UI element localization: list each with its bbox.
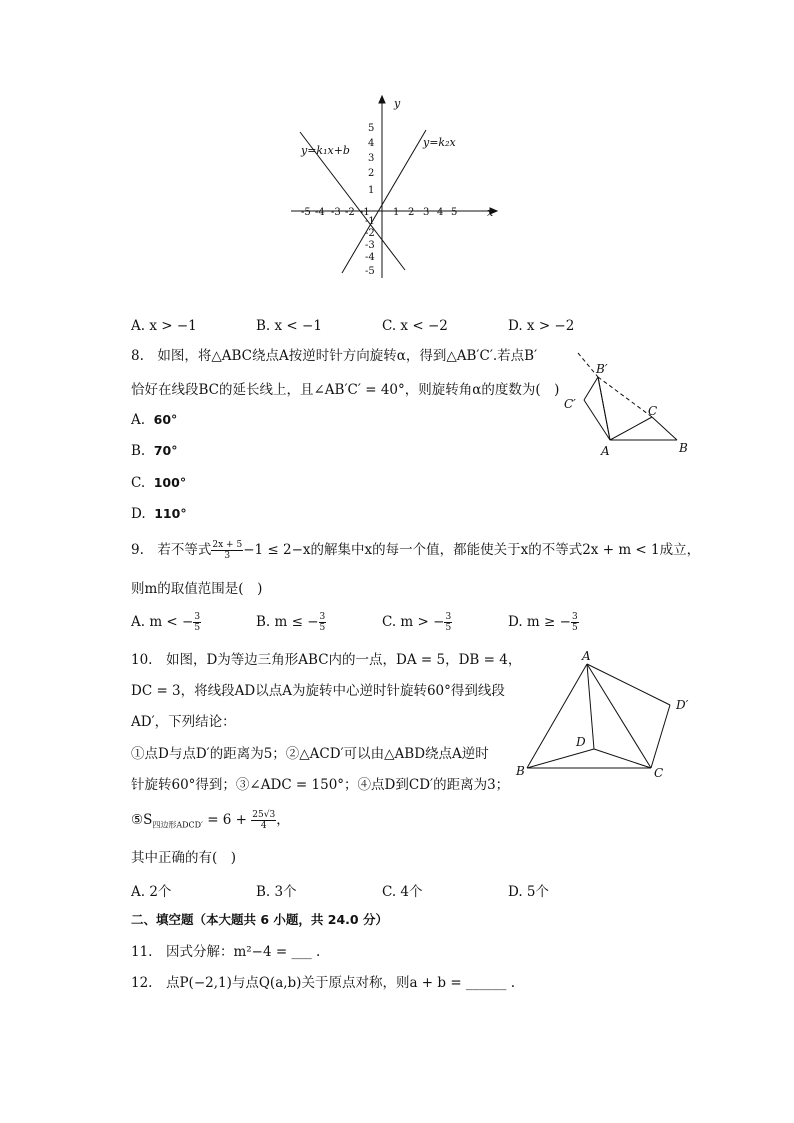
svg-text:2: 2 xyxy=(368,168,375,179)
q10-stem-line4: ①点D与点D′的距离为5；②△ACD′可以由△ABD绕点A逆时 xyxy=(131,746,489,762)
q10-stem-line7: 其中正确的有( ) xyxy=(131,850,237,866)
q9-option-d[interactable]: D. m ≥ − $\frac{3}{5}$ xyxy=(508,612,578,633)
q8-option-a[interactable]: A. 60° xyxy=(131,412,178,428)
q10-label-a: A xyxy=(582,649,591,663)
line2-label: y=k₂x xyxy=(423,136,456,149)
q10-stem-line5: 针旋转60°得到；③∠ADC = 150°；④点D到CD′的距离为3； xyxy=(131,777,510,793)
svg-text:-2: -2 xyxy=(345,207,355,218)
svg-text:-4: -4 xyxy=(315,207,325,218)
svg-text:-3: -3 xyxy=(331,207,341,218)
q10-label-b: B xyxy=(516,764,525,778)
q8-label-b-prime: B′ xyxy=(596,362,608,376)
q8-label-c-prime: C′ xyxy=(564,397,576,411)
q7-option-a[interactable]: A. x > −1 xyxy=(131,318,197,334)
q12-stem: 12. 点P(−2,1)与点Q(a,b)关于原点对称，则a + b = ______ . xyxy=(131,975,516,991)
q8-stem-line1: 8. 如图，将△ABC绕点A按逆时针方向旋转α，得到△AB′C′.若点B′ xyxy=(131,348,538,364)
svg-text:5: 5 xyxy=(368,123,375,134)
q10-label-c: C xyxy=(654,766,664,780)
q10-option-c[interactable]: C. 4个 xyxy=(382,884,423,900)
q9-stem-line1: 9. 若不等式 $\frac{2x + 5}{3}$ −1 ≤ 2−x的解集中x的每一个值，都能使关于x的不等式2x + m < 1成立， xyxy=(131,540,701,561)
q8-label-c: C xyxy=(648,404,658,418)
q8-figure xyxy=(558,345,698,460)
q8-option-c[interactable]: C. 100° xyxy=(131,475,187,491)
svg-text:4: 4 xyxy=(437,207,444,218)
svg-text:4: 4 xyxy=(368,138,375,149)
q10-label-d-prime: D′ xyxy=(676,698,689,712)
q7-option-d[interactable]: D. x > −2 xyxy=(508,318,575,334)
q10-stem-line1: 10. 如图，D为等边三角形ABC内的一点，DA = 5，DB = 4， xyxy=(131,652,522,668)
svg-text:-1: -1 xyxy=(365,216,375,227)
q8-option-d[interactable]: D. 110° xyxy=(131,506,187,522)
q11-stem: 11. 因式分解：m²−4 = ___ . xyxy=(131,944,321,960)
svg-text:3: 3 xyxy=(423,207,430,218)
coordinate-graph xyxy=(285,92,505,282)
q10-option-a[interactable]: A. 2个 xyxy=(131,884,172,900)
x-axis-label: x xyxy=(487,206,494,219)
q9-option-b[interactable]: B. m ≤ − $\frac{3}{5}$ xyxy=(256,612,326,633)
q8-option-b[interactable]: B. 70° xyxy=(131,443,178,459)
q8-label-b: B xyxy=(679,441,688,455)
q10-option-d[interactable]: D. 5个 xyxy=(508,884,550,900)
svg-text:5: 5 xyxy=(451,207,458,218)
line1-label: y=k₁x+b xyxy=(301,144,350,157)
svg-text:-5: -5 xyxy=(301,207,311,218)
q10-label-d: D xyxy=(576,735,586,749)
y-axis-label: y xyxy=(394,97,401,110)
svg-text:3: 3 xyxy=(368,153,375,164)
q9-option-c[interactable]: C. m > − $\frac{3}{5}$ xyxy=(382,612,452,633)
q7-option-b[interactable]: B. x < −1 xyxy=(256,318,322,334)
q10-stem-line6: $⑤S_{四边形ADCD'} = 6$ + $\frac{25√3}{4}$ ， xyxy=(131,810,290,831)
line-k2x xyxy=(342,130,426,273)
q9-stem-line2: 则m的取值范围是( ) xyxy=(131,581,263,597)
svg-text:1: 1 xyxy=(368,185,375,196)
q8-stem-line2: 恰好在线段BC的延长线上，且∠AB′C′ = 40°，则旋转角α的度数为( ) xyxy=(131,382,560,398)
q7-option-c[interactable]: C. x < −2 xyxy=(382,318,448,334)
svg-text:-2: -2 xyxy=(365,228,375,239)
q10-option-b[interactable]: B. 3个 xyxy=(256,884,297,900)
q10-figure xyxy=(510,648,700,783)
q10-stem-line2: DC = 3，将线段AD以点A为旋转中心逆时针旋转60°得到线段 xyxy=(131,683,505,699)
svg-text:-4: -4 xyxy=(365,252,375,263)
svg-text:-5: -5 xyxy=(365,266,375,277)
q9-fraction: $\frac{2x + 5}{3}$ xyxy=(212,540,243,561)
svg-text:2: 2 xyxy=(408,207,415,218)
q9-option-a[interactable]: A. m < − $\frac{3}{5}$ xyxy=(131,612,201,633)
svg-text:1: 1 xyxy=(393,207,400,218)
q10-stem-line3: AD′，下列结论： xyxy=(131,714,236,730)
section-heading: 二、填空题（本大题共 6 小题，共 24.0 分） xyxy=(131,912,388,927)
svg-text:-1: -1 xyxy=(360,207,370,218)
q8-label-a: A xyxy=(601,444,610,458)
svg-text:-3: -3 xyxy=(365,240,375,251)
